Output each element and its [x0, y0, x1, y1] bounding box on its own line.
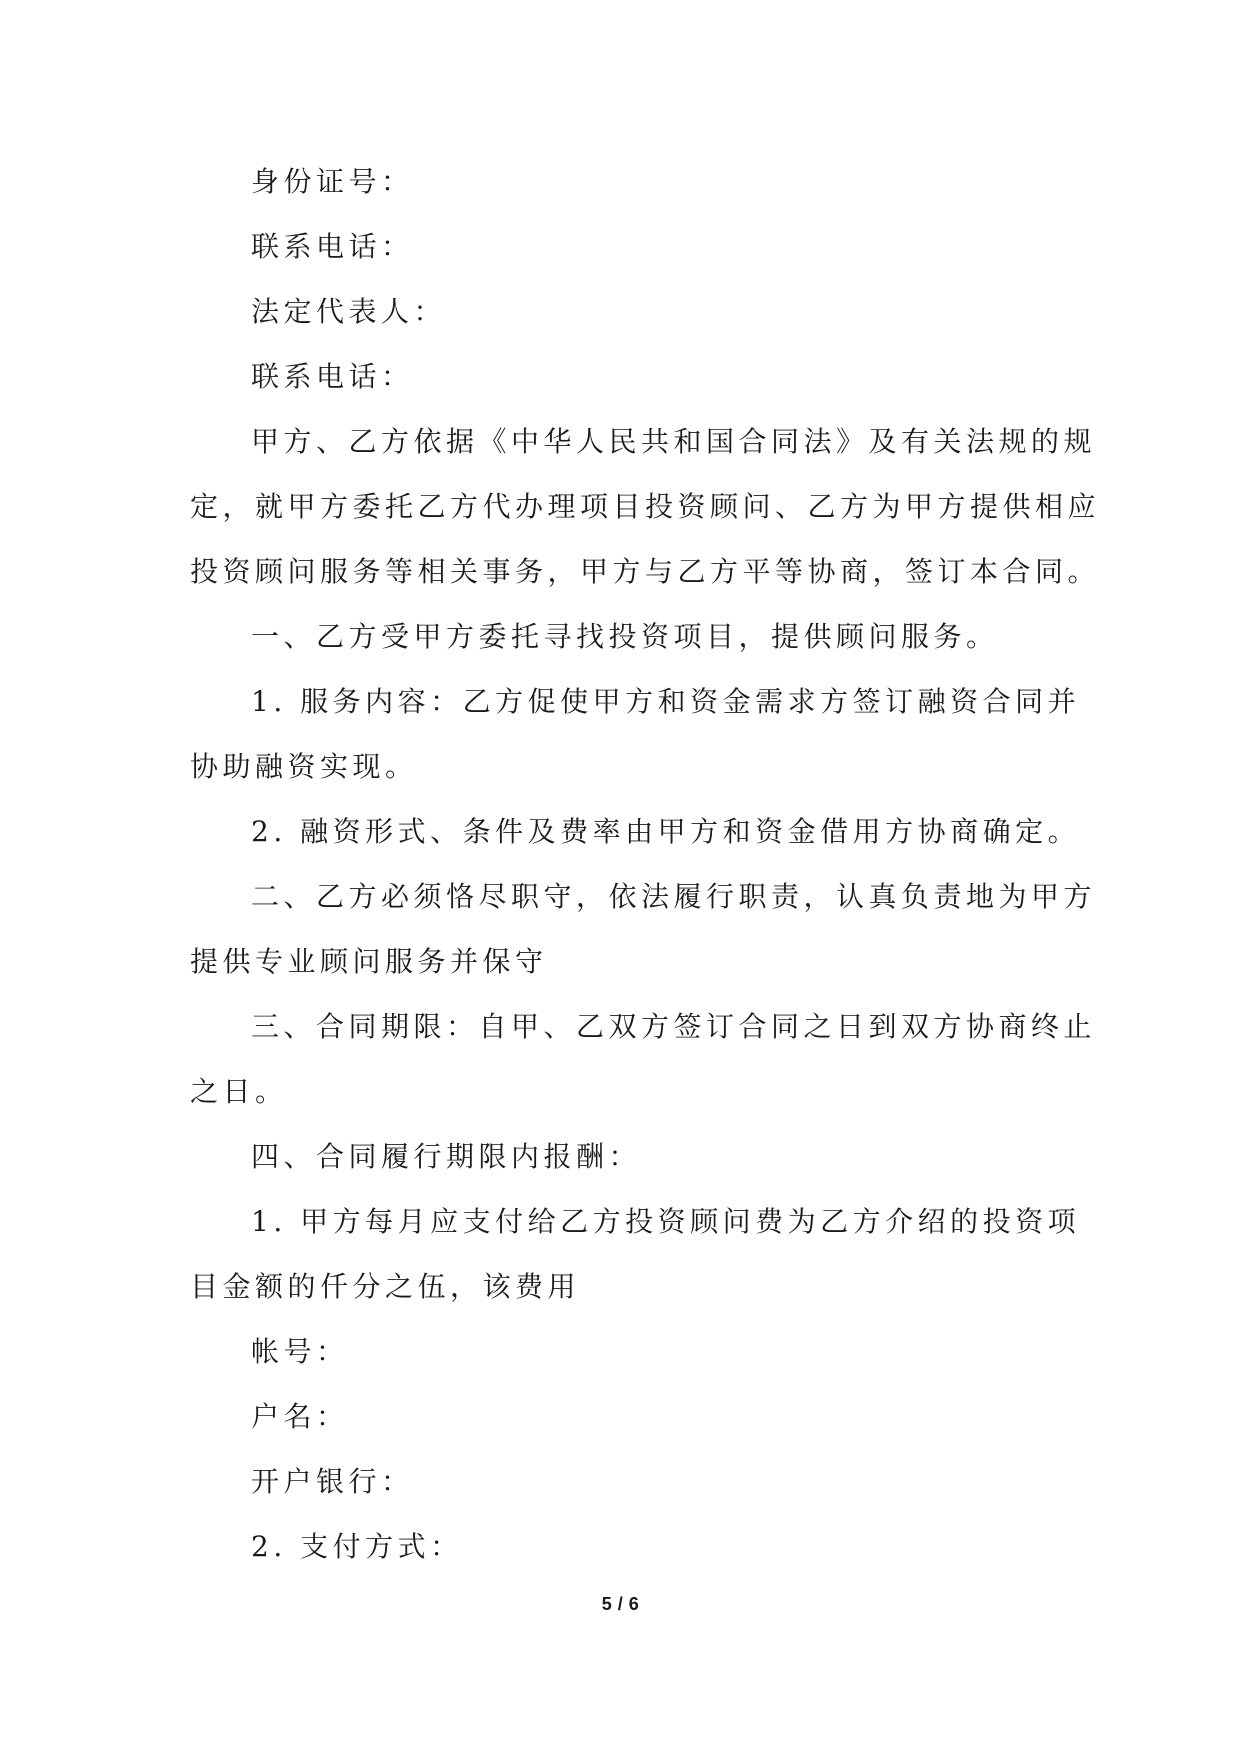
text-line-clause-1: 一、乙方受甲方委托寻找投资项目，提供顾问服务。 [251, 620, 999, 653]
text-line-phone-1: 联系电话： [251, 230, 414, 263]
text-line-legal-rep: 法定代表人： [251, 295, 447, 328]
text-line-preamble-2: 定，就甲方委托乙方代办理项目投资顾问、乙方为甲方提供相应 [190, 490, 1101, 523]
text-line-id-number: 身份证号： [251, 165, 414, 198]
text-line-preamble-1: 甲方、乙方依据《中华人民共和国合同法》及有关法规的规 [251, 425, 1097, 458]
text-line-clause-1-2: 2. 融资形式、条件及费率由甲方和资金借用方协商确定。 [251, 815, 1081, 848]
text-line-phone-2: 联系电话： [251, 360, 414, 393]
text-line-payment-method: 2. 支付方式： [251, 1530, 463, 1563]
text-line-bank: 开户银行： [251, 1465, 414, 1498]
page-number: 5 / 6 [601, 1594, 640, 1614]
text-line-preamble-3: 投资顾问服务等相关事务，甲方与乙方平等协商，签订本合同。 [190, 555, 1101, 588]
text-line-account-number: 帐号： [251, 1335, 349, 1368]
text-line-clause-4: 四、合同履行期限内报酬： [251, 1140, 642, 1173]
text-line-clause-4-1b: 目金额的仟分之伍，该费用 [190, 1270, 581, 1303]
text-line-clause-2a: 二、乙方必须恪尽职守，依法履行职责，认真负责地为甲方 [251, 880, 1097, 913]
text-line-clause-2b: 提供专业顾问服务并保守 [190, 945, 548, 978]
text-line-clause-1-1a: 1. 服务内容：乙方促使甲方和资金需求方签订融资合同并 [251, 685, 1081, 718]
text-line-account-name: 户名： [251, 1400, 349, 1433]
text-line-clause-3a: 三、合同期限：自甲、乙双方签订合同之日到双方协商终止 [251, 1010, 1097, 1043]
text-line-clause-3b: 之日。 [190, 1075, 288, 1108]
text-line-clause-1-1b: 协助融资实现。 [190, 750, 418, 783]
text-line-clause-4-1a: 1. 甲方每月应支付给乙方投资顾问费为乙方介绍的投资项 [251, 1205, 1081, 1238]
